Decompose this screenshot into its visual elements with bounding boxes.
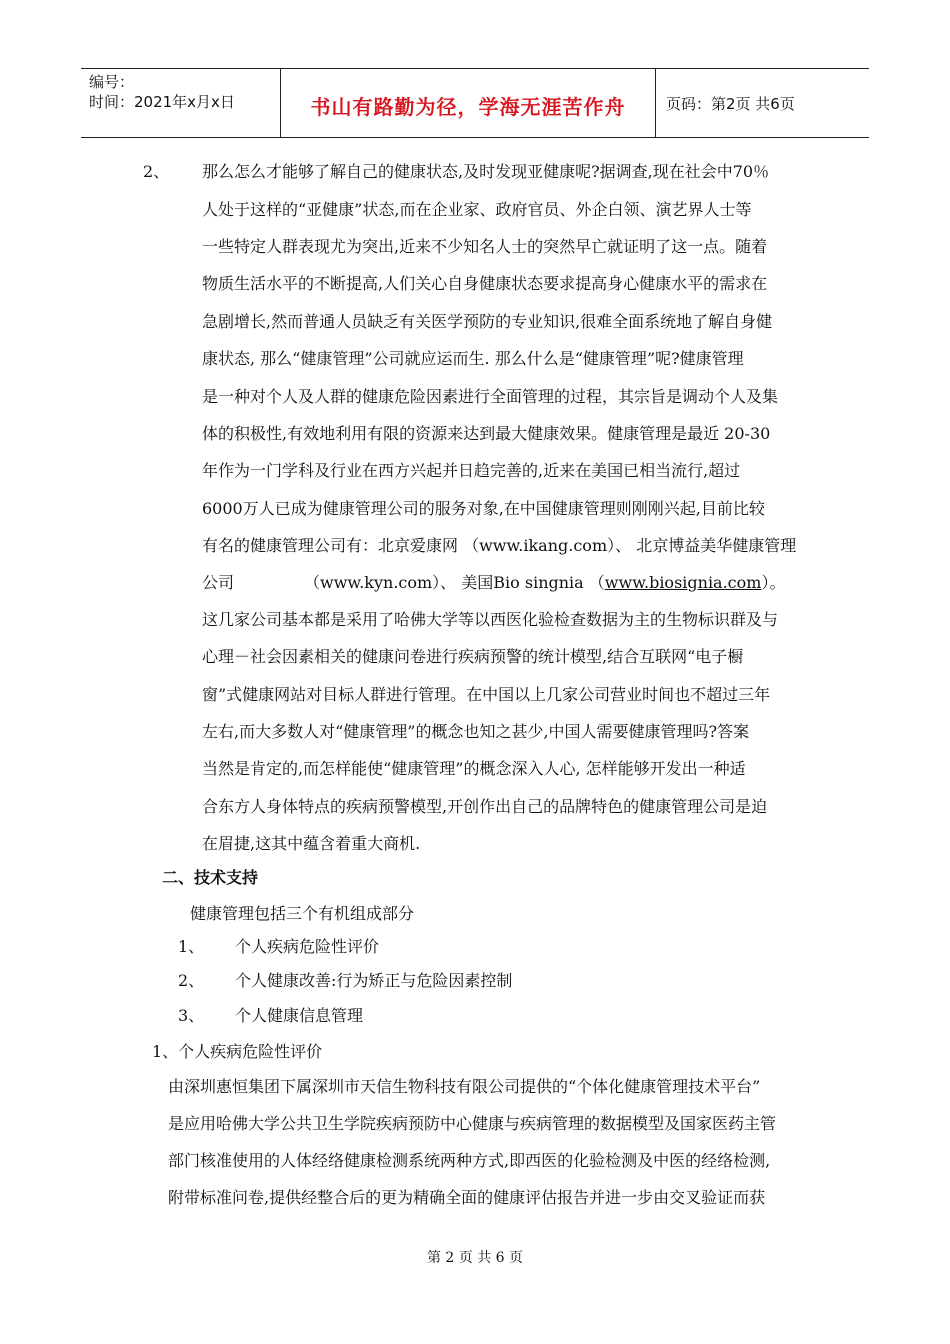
motto: 书山有路勤为径，学海无涯苦作舟 [310, 95, 626, 119]
paragraph-line: 一些特定人群表现尤为突出,近来不少知名人士的突然早亡就证明了这一点。随着 [202, 237, 768, 256]
paragraph-line: 附带标准问卷,提供经整合后的更为精确全面的健康评估报告并进一步由交叉验证而获 [168, 1188, 766, 1207]
list-number: 1、 [178, 937, 205, 956]
paragraph-line: 在眉捷,这其中蕴含着重大商机. [202, 834, 421, 853]
item-number: 2、 [143, 162, 170, 181]
list-number: 3、 [178, 1006, 205, 1025]
number-label: 编号： [89, 73, 135, 91]
paragraph-line: 窗”式健康网站对目标人群进行管理。在中国以上几家公司营业时间也不超过三年 [202, 685, 771, 704]
paragraph-line: 这几家公司基本都是采用了哈佛大学等以西医化验检查数据为主的生物标识群及与 [202, 610, 779, 629]
paragraph-line: 由深圳惠恒集团下属深圳市天信生物科技有限公司提供的“个体化健康管理技术平台” [168, 1077, 761, 1096]
header-page-cell [656, 69, 869, 137]
time-label: 时间：2021年x月x日 [89, 93, 235, 111]
paragraph-line: 6000万人已成为健康管理公司的服务对象,在中国健康管理则刚刚兴起,目前比较 [202, 499, 765, 518]
header-meta-cell [81, 69, 281, 137]
paragraph-line: 年作为一门学科及行业在西方兴起并日趋完善的,近来在美国已相当流行,超过 [202, 461, 741, 480]
paragraph-line: 有名的健康管理公司有：北京爱康网 （www.ikang.com）、 北京博益美华健康管理 [202, 536, 797, 555]
page-footer: 第 2 页 共 6 页 [426, 1250, 524, 1266]
paragraph-line: 康状态, 那么“健康管理”公司就应运而生. 那么什么是“健康管理”呢?健康管理 [202, 349, 744, 368]
company-word: 公司 [202, 573, 235, 592]
header-motto-cell [281, 69, 656, 137]
section-heading: 二、技术支持 [162, 868, 259, 887]
paragraph-line: 合东方人身体特点的疾病预警模型,开创作出自己的品牌特色的健康管理公司是迫 [202, 797, 768, 816]
paragraph-line: 心理－社会因素相关的健康问卷进行疾病预警的统计模型,结合互联网“电子橱 [202, 647, 744, 666]
biosignia-link[interactable]: www.biosignia.com [604, 573, 762, 592]
paragraph-line: 当然是肯定的,而怎样能使“健康管理”的概念深入人心, 怎样能够开发出一种适 [202, 759, 746, 778]
paragraph-line: 人处于这样的“亚健康”状态,而在企业家、政府官员、外企白领、演艺界人士等 [202, 200, 752, 219]
paragraph-line [202, 573, 785, 593]
page-header [81, 68, 869, 138]
list-number: 2、 [178, 971, 205, 990]
page-label: 页码：第2页 共6页 [666, 95, 795, 113]
paragraph-line: 部门核准使用的人体经络健康检测系统两种方式,即西医的化验检测及中医的经络检测, [168, 1151, 771, 1170]
paragraph-line: 急剧增长,然而普通人员缺乏有关医学预防的专业知识,很难全面系统地了解自身健 [202, 312, 773, 331]
tech-intro: 健康管理包括三个有机组成部分 [190, 904, 415, 923]
paragraph-line: 体的积极性,有效地利用有限的资源来达到最大健康效果。健康管理是最近 20-30 [202, 424, 771, 443]
paragraph-line: 物质生活水平的不断提高,人们关心自身健康状态要求提高身心健康水平的需求在 [202, 274, 768, 293]
line-suffix: ）。 [761, 573, 786, 592]
paragraph-line: 是应用哈佛大学公共卫生学院疾病预防中心健康与疾病管理的数据模型及国家医药主管 [168, 1114, 777, 1133]
list-item: 个人疾病危险性评价 [235, 937, 380, 956]
list-item: 个人健康信息管理 [235, 1006, 364, 1025]
list-item: 个人健康改善:行为矫正与危险因素控制 [235, 971, 513, 990]
paragraph-line: 是一种对个人及人群的健康危险因素进行全面管理的过程，其宗旨是调动个人及集 [202, 387, 779, 406]
sub-heading: 1、个人疾病危险性评价 [152, 1042, 323, 1061]
paragraph-line: 左右,而大多数人对“健康管理”的概念也知之甚少,中国人需要健康管理吗?答案 [202, 722, 750, 741]
kyn-text: （www.kyn.com）、 美国Bio singnia （ [304, 573, 605, 592]
paragraph-line: 那么怎么才能够了解自己的健康状态,及时发现亚健康呢?据调查,现在社会中70％ [202, 162, 770, 181]
